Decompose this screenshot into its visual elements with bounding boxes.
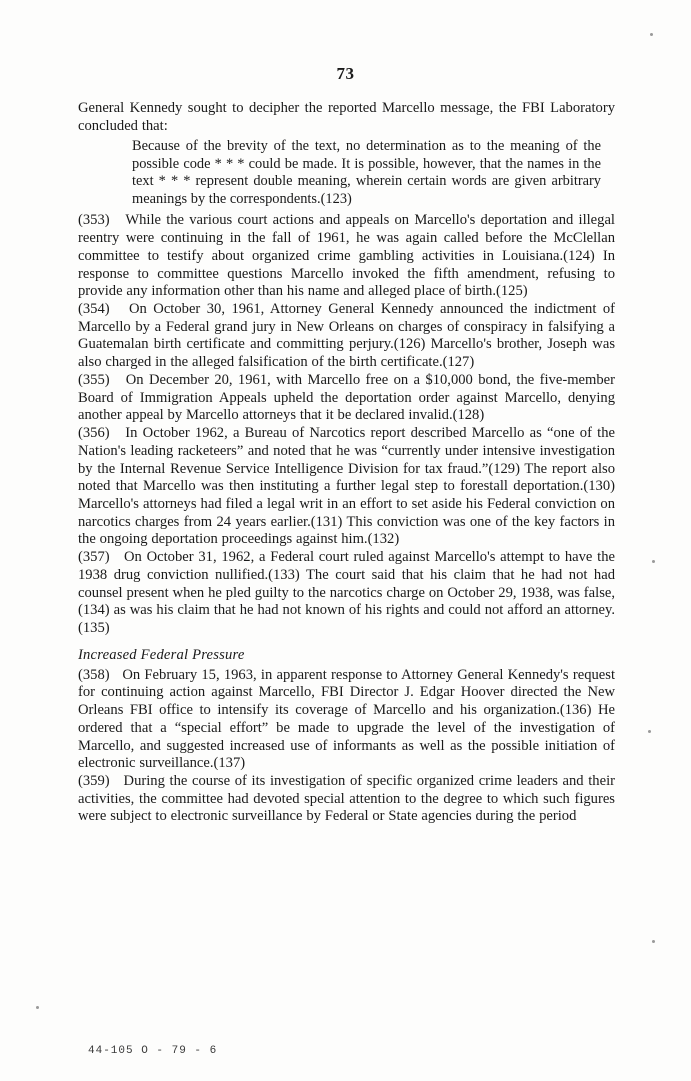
paragraph-text-355: On December 20, 1961, with Marcello free on a $10,000 bond, the five-member Board of Immigration Appeals upheld the deportation order against Marcello, denying another appeal by Marcello attorneys that it be declared invalid.(128) (78, 371, 616, 424)
lead-paragraph: General Kennedy sought to decipher the reported Marcello message, the FBI Laboratory concluded that: (78, 100, 615, 134)
page-speck-mark (652, 940, 655, 943)
paragraph-text-359: During the course of its investigation of specific organized crime leaders and their activities, the committee had devoted special attention to the degree to which such figures were subject to electronic surveillance by Federal or State agencies during the period (78, 773, 615, 825)
paragraph-number-358: (358) (78, 666, 110, 683)
paragraph-number-354: (354) (78, 301, 110, 318)
section-subheading: Increased Federal Pressure (78, 646, 245, 663)
paragraph-353 (78, 212, 615, 301)
page-body (78, 100, 615, 826)
page-number: 73 (336, 64, 355, 83)
paragraph-355 (78, 372, 615, 425)
paragraph-text-354: On October 30, 1961, Attorney General Kennedy announced the indictment of Marcello by a Federal grand jury in New Orleans on charges of conspiracy in falsifying a Guatemalan birth certificate and committing perjury.(126) Marcello's brother, Joseph was also charged in the alleged falsification of the birth certificate.(127) (78, 301, 616, 371)
paragraph-text-356: In October 1962, a Bureau of Narcotics report described Marcello as “one of the Nation's leading racketeers” and noted that he was “currently under intensive investigation by the Internal Revenue Service Intelligence Division for tax fraud.”(129) The report also noted that Marcello was then instituting a further legal step to forestall deportation.(130) Marcello's attorneys had filed a legal writ in an effort to set aside his Federal conviction on narcotics charges from 24 years earlier.(131) This conviction was one of the key factors in the ongoing deportation proceedings against him.(132) (78, 425, 615, 548)
paragraph-354 (78, 301, 615, 372)
paragraph-number-355: (355) (78, 371, 110, 388)
paragraph-number-359: (359) (78, 773, 110, 789)
paragraph-359 (78, 773, 615, 826)
page-speck-mark (652, 560, 655, 563)
paragraph-358 (78, 667, 615, 773)
paragraph-356 (78, 425, 615, 549)
page-speck-mark (650, 33, 653, 36)
paragraph-text-357: On October 31, 1962, a Federal court ruled against Marcello's attempt to have the 1938 drug conviction nullified.(133) The court said that his claim that he had not had counsel present when he pled guilty to the narcotics charge on October 29, 1938, was false,(134) as was his claim that he had not known of his rights and could not afford an attorney.(135) (78, 549, 615, 636)
blockquote-fbi-lab: Because of the brevity of the text, no determination as to the meaning of the possible code * * * could be made. It is possible, however, that the names in the text * * * represent double meaning, wherein certain words are given arbitrary meanings by the correspondents.(123) (132, 138, 601, 207)
footer-print-code: 44-105 O - 79 - 6 (88, 1045, 218, 1057)
paragraph-357 (78, 549, 615, 638)
paragraph-text-358: On February 15, 1963, in apparent response to Attorney General Kennedy's request for continuing action against Marcello, FBI Director J. Edgar Hoover directed the New Orleans FBI office to intensify its coverage of Marcello and his organization.(136) He ordered that a “special effort” be made to upgrade the level of the investigation of Marcello, and suggested increased use of informants as well as the possible initiation of electronic surveillance.(137) (78, 666, 615, 772)
paragraph-number-356: (356) (78, 425, 110, 442)
paragraph-number-357: (357) (78, 549, 110, 566)
paragraph-text-353: While the various court actions and appeals on Marcello's deportation and illegal reentry were continuing in the fall of 1961, he was again called before the McClellan committee to testify about organized crime gambling activities in Louisiana.(124) In response to committee questions Marcello invoked the fifth amendment, refusing to provide any information other than his name and alleged place of birth.(125) (78, 212, 615, 300)
paragraph-number-353: (353) (78, 212, 110, 229)
page-speck-mark (36, 1006, 39, 1009)
page-speck-mark (648, 730, 651, 733)
